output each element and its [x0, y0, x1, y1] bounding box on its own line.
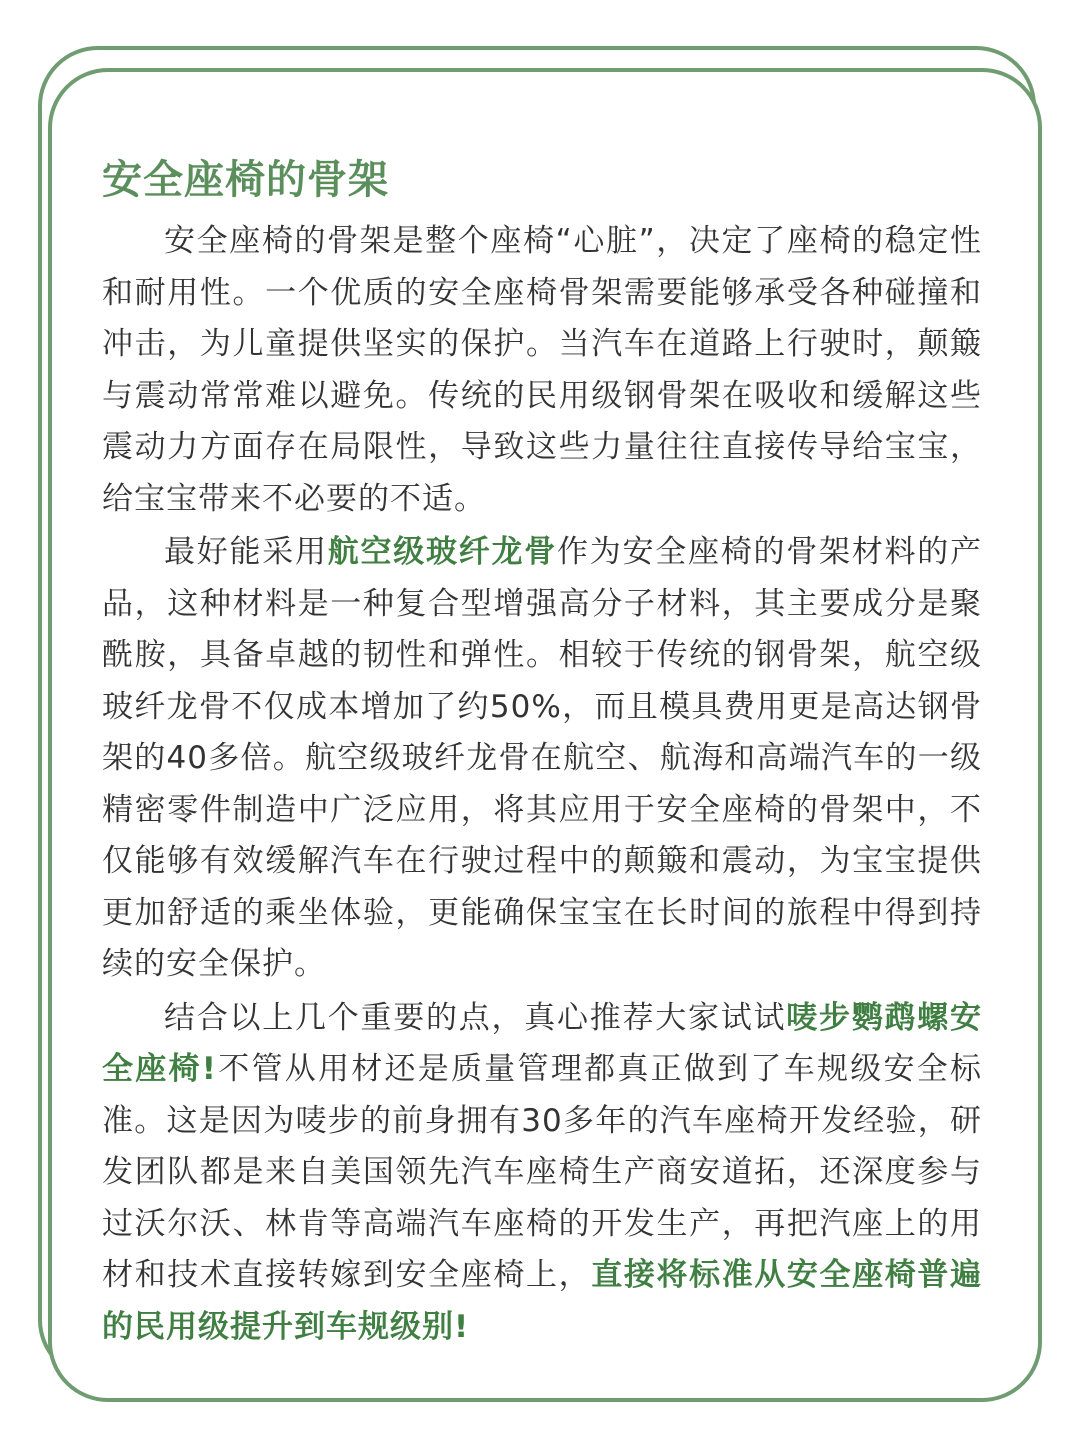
- highlight-product: 唛步鹦鹉螺安全座椅!: [102, 999, 982, 1087]
- article-content: [102, 152, 982, 1355]
- paragraph-1-text: 安全座椅的骨架是整个座椅“心脏”，决定了座椅的稳定性和耐用性。一个优质的安全座椅骨架需要能够承受各种碰撞和冲击，为儿童提供坚实的保护。当汽车在道路上行驶时，颠簸与震动常常难以避免。传统的民用级钢骨架在吸收和缓解这些震动力方面存在局限性，导致这些力量往往直接传导给宝宝，给宝宝带来不必要的不适。: [102, 223, 982, 517]
- paragraph-3-text-b: 不管从用材还是质量管理都真正做到了车规级安全标准。这是因为唛步的前身拥有30多年的汽车座椅开发经验，研发团队都是来自美国领先汽车座椅生产商安道拓，还深度参与过沃尔沃、林肯等高端汽车座椅的开发生产，再把汽座上的用材和技术直接转嫁到安全座椅上，: [102, 1051, 983, 1293]
- highlight-conclusion: 直接将标准从安全座椅普遍的民用级提升到车规级别!: [102, 1257, 983, 1345]
- highlight-material: 航空级玻纤龙骨: [327, 534, 557, 570]
- paragraph-2-text-b: 作为安全座椅的骨架材料的产品，这种材料是一种复合型增强高分子材料，其主要成分是聚酰胺，具备卓越的韧性和弹性。相较于传统的钢骨架，航空级玻纤龙骨不仅成本增加了约50%，而且模具费用更是高达钢骨架的40多倍。航空级玻纤龙骨在航空、航海和高端汽车的一级精密零件制造中广泛应用，将其应用于安全座椅的骨架中，不仅能够有效缓解汽车在行驶过程中的颠簸和震动，为宝宝提供更加舒适的乘坐体验，更能确保宝宝在长时间的旅程中得到持续的安全保护。: [102, 534, 982, 982]
- article-title: 安全座椅的骨架: [102, 157, 389, 203]
- paragraph-2: [102, 527, 982, 991]
- paragraph-3-text-a: 结合以上几个重要的点，真心推荐大家试试: [164, 999, 787, 1036]
- paragraph-2-text-a: 最好能采用: [164, 534, 328, 570]
- paragraph-1: [102, 216, 982, 525]
- paragraph-3: [102, 993, 982, 1354]
